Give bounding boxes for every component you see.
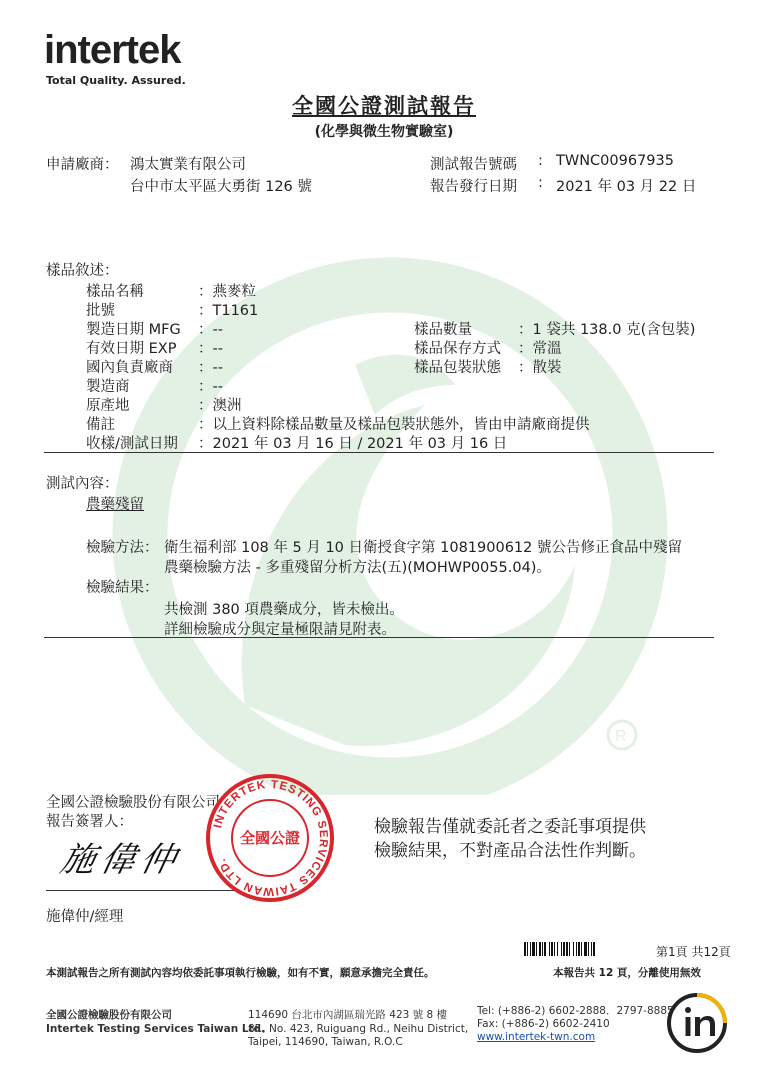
barcode-bar (551, 942, 553, 956)
barcode (523, 942, 649, 956)
barcode-bar (532, 942, 535, 956)
sample-field-label: 國內負責廠商 (86, 360, 173, 376)
test-method-line: 衛生福利部 108 年 5 月 10 日衛授食字第 1081900612 號公告修正食品中殘留 (164, 540, 682, 556)
sample-right-label: 樣品包裝狀態 (414, 360, 501, 376)
barcode-bar (593, 942, 595, 956)
footer-tel: Tel: (+886-2) 6602-2888．2797-8885 (477, 1005, 674, 1017)
barcode-bar (554, 942, 555, 956)
signer-company: 全國公證檢驗股份有限公司 (46, 795, 220, 811)
test-result-label: 檢驗結果： (86, 580, 159, 596)
barcode-bar (573, 942, 574, 956)
sample-field-label: 備註 (86, 417, 115, 433)
section-divider (44, 637, 714, 638)
footer-website-link[interactable]: www.intertek-twn.com (477, 1031, 596, 1043)
test-item: 農藥殘留 (86, 497, 144, 513)
svg-text:R: R (615, 728, 627, 745)
sample-right-value: ：常溫 (518, 341, 562, 357)
barcode-bar (569, 942, 570, 956)
sample-field-label: 製造商 (86, 379, 130, 395)
brand-logo: intertek (44, 28, 181, 72)
svg-text:全國公證: 全國公證 (239, 829, 301, 847)
test-method-line: 農藥檢驗方法 - 多重殘留分析方法(五)(MOHWP0055.04)。 (164, 560, 551, 576)
sample-field-value: ：-- (198, 341, 223, 357)
barcode-bar (542, 942, 543, 956)
footer-fax: Fax: (+886-2) 6602-2410 (477, 1018, 610, 1030)
report-subtitle: (化學與微生物實驗室) (314, 124, 454, 140)
svg-text:INTERTEK TESTING SERVICES TAIW: INTERTEK TESTING SERVICES TAIWAN LTD. (212, 778, 330, 898)
sample-field-value: ：2021 年 03 月 16 日 / 2021 年 03 月 16 日 (198, 436, 508, 452)
footer-address-en: 8F., No. 423, Ruiguang Rd., Neihu District, (248, 1023, 469, 1035)
test-heading: 測試內容： (46, 476, 119, 492)
sample-field-value: ：燕麥粒 (198, 284, 256, 300)
test-result-line: 共檢測 380 項農藥成分，皆未檢出。 (164, 602, 404, 618)
sample-field-label: 樣品名稱 (86, 284, 144, 300)
report-number-value: TWNC00967935 (556, 153, 674, 169)
barcode-bar (588, 942, 589, 956)
barcode-bar (591, 942, 592, 956)
applicant-name: 鴻太實業有限公司 (130, 157, 246, 173)
sample-field-value: ：-- (198, 322, 223, 338)
barcode-bar (584, 942, 587, 956)
barcode-bar (563, 942, 565, 956)
sample-field-label: 製造日期 MFG (86, 322, 181, 338)
barcode-bar (576, 942, 577, 956)
signer-label: 報告簽署人： (46, 814, 133, 830)
brand-tagline: Total Quality. Assured. (46, 74, 186, 87)
barcode-bar (544, 942, 546, 956)
sample-field-value: ：-- (198, 360, 223, 376)
page-number: 第1頁 共12頁 (656, 945, 731, 959)
disclaimer-line: 檢驗報告僅就委託者之委託事項提供 (374, 817, 646, 837)
test-result-line: 詳細檢驗成分與定量極限請見附表。 (164, 622, 396, 638)
barcode-bar (581, 942, 582, 956)
report-number-colon: : (538, 153, 543, 169)
sample-field-value: ：-- (198, 379, 223, 395)
notice-right: 本報告共 12 頁，分離使用無效 (553, 967, 701, 979)
intertek-in-logo-icon (664, 990, 730, 1056)
sample-field-value: ：澳洲 (198, 398, 242, 414)
signer-name-title: 施偉仲/經理 (46, 909, 124, 925)
sample-right-value: ：散裝 (518, 360, 562, 376)
footer-company-zh: 全國公證檢驗股份有限公司 (46, 1009, 172, 1021)
section-divider (44, 452, 714, 453)
applicant-address: 台中市太平區大勇街 126 號 (130, 179, 312, 195)
official-stamp (204, 772, 336, 904)
footer-address-en: Taipei, 114690, Taiwan, R.O.C (248, 1036, 403, 1048)
notice-left: 本測試報告之所有測試內容均依委託事項執行檢驗，如有不實，願意承擔完全責任。 (46, 967, 435, 979)
barcode-bar (539, 942, 541, 956)
barcode-bar (536, 942, 537, 956)
footer-address-zh: 114690 台北市內湖區瑞光路 423 號 8 樓 (248, 1009, 447, 1021)
sample-field-label: 原產地 (86, 398, 130, 414)
sample-field-label: 批號 (86, 303, 115, 319)
sample-field-value: ：以上資料除樣品數量及樣品包裝狀態外，皆由申請廠商提供 (198, 417, 590, 433)
barcode-bar (530, 942, 531, 956)
sample-field-label: 收樣/測試日期 (86, 436, 178, 452)
report-date-label: 報告發行日期 (430, 179, 517, 195)
sample-field-label: 有效日期 EXP (86, 341, 177, 357)
barcode-bar (549, 942, 550, 956)
sample-right-label: 樣品保存方式 (414, 341, 501, 357)
barcode-bar (566, 942, 568, 956)
barcode-bar (527, 942, 528, 956)
barcode-bar (561, 942, 562, 956)
sample-right-value: ：1 袋共 138.0 克(含包裝) (518, 322, 696, 338)
report-date-value: 2021 年 03 月 22 日 (556, 179, 697, 195)
sample-heading: 樣品敘述： (46, 263, 119, 279)
test-method-label: 檢驗方法： (86, 540, 159, 556)
footer-company-en: Intertek Testing Services Taiwan Ltd. (46, 1023, 266, 1035)
disclaimer-line: 檢驗結果，不對產品合法性作判斷。 (374, 841, 646, 861)
sample-right-label: 樣品數量 (414, 322, 472, 338)
applicant-label: 申請廠商： (46, 157, 119, 173)
barcode-bar (524, 942, 526, 956)
report-number-label: 測試報告號碼 (430, 157, 517, 173)
report-date-colon: : (538, 175, 543, 191)
barcode-bar (557, 942, 558, 956)
report-title: 全國公證測試報告 (292, 94, 476, 118)
barcode-bar (578, 942, 580, 956)
sample-field-value: ：T1161 (198, 303, 259, 319)
handwritten-signature: 施偉仲 (57, 840, 186, 880)
